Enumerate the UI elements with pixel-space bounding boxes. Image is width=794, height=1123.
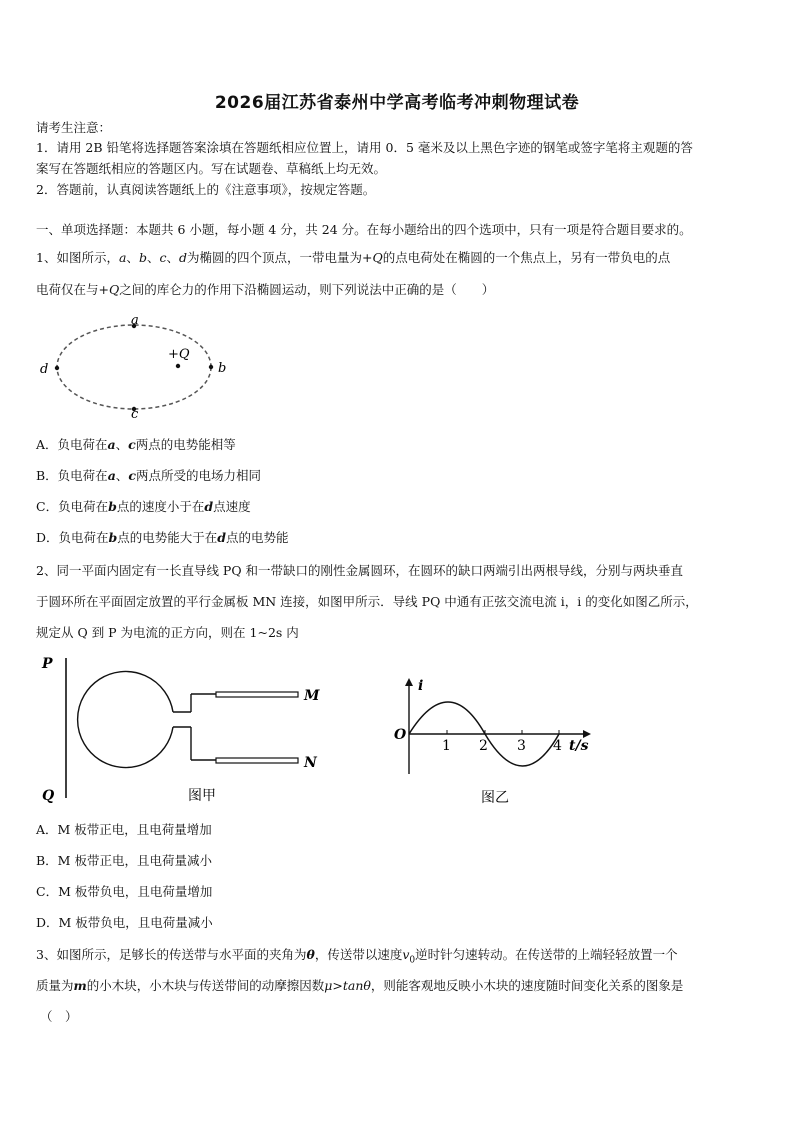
tick-2: 2 [479, 738, 488, 754]
label-M: M [304, 688, 320, 704]
x-axis-label: t/s [569, 738, 589, 754]
origin-label: O [394, 727, 407, 743]
plate-N [216, 758, 298, 763]
caption-jia: 图甲 [188, 788, 216, 804]
q2-option-a[interactable]: A．M 板带正电，且电荷量增加 [36, 822, 212, 837]
label-N: N [304, 755, 317, 771]
vertex-a-label: a [131, 313, 139, 328]
q2-option-b[interactable]: B．M 板带正电，且电荷量减小 [36, 853, 212, 868]
y-axis-label: i [418, 678, 424, 694]
notice-header: 请考生注意： [36, 120, 112, 135]
charge-label: +Q [168, 347, 190, 362]
label-Q: Q [42, 788, 55, 804]
label-P: P [42, 656, 53, 672]
q1-line-2: 电荷仅在与+Q之间的库仑力的作用下沿椭圆运动，则下列说法中正确的是（ ） [36, 282, 495, 297]
q2-option-c[interactable]: C．M 板带负电，且电荷量增加 [36, 884, 213, 899]
notice-item-1-line-2: 案写在答题纸相应的答题区内。写在试题卷、草稿纸上均无效。 [36, 161, 387, 176]
tick-3: 3 [517, 738, 526, 754]
q1-option-b[interactable]: B．负电荷在a、c两点所受的电场力相同 [36, 468, 261, 483]
q1-ellipse-figure [36, 312, 236, 422]
vertex-b-label: b [218, 361, 227, 376]
q1-option-d[interactable]: D．负电荷在b点的电势能大于在d点的电势能 [36, 530, 289, 545]
section-1-header: 一、单项选择题：本题共 6 小题，每小题 4 分，共 24 分。在每小题给出的四个选项中，只有一项是符合题目要求的。 [36, 222, 692, 237]
q1-option-a[interactable]: A．负电荷在a、c两点的电势能相等 [36, 437, 236, 452]
q2-figure-yi [391, 672, 601, 812]
q2-option-d[interactable]: D．M 板带负电，且电荷量减小 [36, 915, 213, 930]
q3-line-1: 3、如图所示，足够长的传送带与水平面的夹角为θ，传送带以速度$v_0$逆时针匀速转动。在传送带的上端轻轻放置一个 [36, 947, 678, 966]
q3-line-3: （ ） [40, 1009, 78, 1024]
q2-line-3: 规定从 Q 到 P 为电流的正方向，则在 1~2s 内 [36, 625, 299, 640]
q1-line-1: 1、如图所示，a、b、c、d为椭圆的四个顶点，一带电量为+Q的点电荷处在椭圆的一个焦点上，另有一带负电的点 [36, 250, 671, 265]
tick-4: 4 [553, 738, 562, 754]
caption-yi: 图乙 [481, 790, 509, 806]
q2-line-1: 2、同一平面内固定有一长直导线 PQ 和一带缺口的刚性金属圆环，在圆环的缺口两端引出两根导线，分别与两块垂直 [36, 563, 684, 578]
plate-M [216, 692, 298, 697]
notice-item-2: 2．答题前，认真阅读答题纸上的《注意事项》，按规定答题。 [36, 182, 376, 197]
vertex-c-label: c [131, 407, 139, 422]
tick-1: 1 [442, 738, 451, 754]
notice-item-1-line-1: 1．请用 2B 铅笔将选择题答案涂填在答题纸相应位置上，请用 0．5 毫米及以上黑色字迹的钢笔或签字笔将主观题的答 [36, 140, 693, 155]
exam-title: 2026届江苏省泰州中学高考临考冲刺物理试卷 [214, 93, 580, 113]
q3-line-2: 质量为m的小木块，小木块与传送带间的动摩擦因数μ>tanθ，则能客观地反映小木块的速度随时间变化关系的图象是 [36, 978, 684, 993]
q2-line-2: 于圆环所在平面固定放置的平行金属板 MN 连接，如图甲所示．导线 PQ 中通有正弦交流电流 i，i 的变化如图乙所示， [36, 594, 698, 609]
q2-figure-jia [36, 650, 336, 810]
q1-option-c[interactable]: C．负电荷在b点的速度小于在d点速度 [36, 499, 251, 514]
vertex-d-label: d [40, 362, 49, 377]
